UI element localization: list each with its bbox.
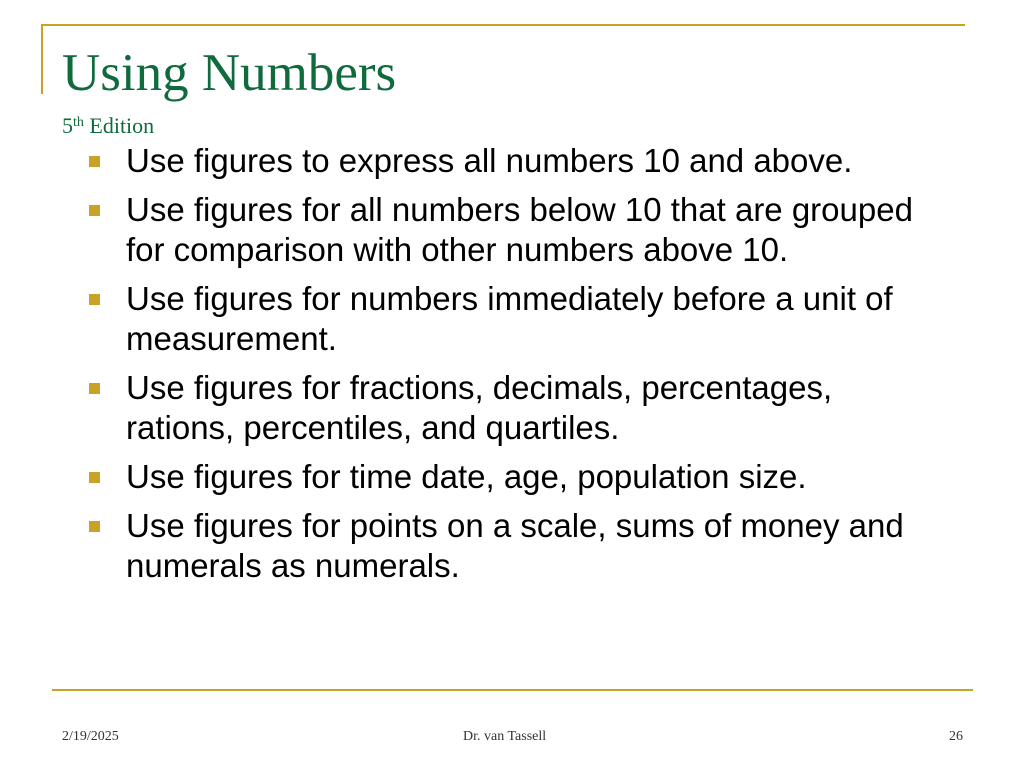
footer-author: Dr. van Tassell <box>463 729 547 744</box>
edition-label: Edition <box>83 113 155 138</box>
square-bullet-icon <box>89 294 100 305</box>
page-number: 26 <box>949 729 963 744</box>
bullet-item <box>84 368 944 448</box>
bullet-text: Use figures for all numbers below 10 that are grouped for comparison with other numbers above 10. <box>126 191 913 268</box>
square-bullet-icon <box>89 521 100 532</box>
bullet-item <box>84 141 944 181</box>
bullet-item <box>84 506 944 586</box>
bottom-divider <box>52 689 973 691</box>
square-bullet-icon <box>89 383 100 394</box>
bullet-item <box>84 190 944 270</box>
edition-number: 5 <box>62 113 73 138</box>
bullet-text: Use figures for time date, age, population size. <box>126 458 807 495</box>
bullet-item <box>84 457 944 497</box>
bullet-text: Use figures to express all numbers 10 and above. <box>126 142 853 179</box>
bullet-item <box>84 279 944 359</box>
footer-date: 2/19/2025 <box>62 729 119 744</box>
bullet-list <box>84 141 944 595</box>
left-accent-divider <box>41 24 43 94</box>
top-divider <box>41 24 965 26</box>
bullet-text: Use figures for numbers immediately before a unit of measurement. <box>126 280 893 357</box>
square-bullet-icon <box>89 156 100 167</box>
bullet-text: Use figures for fractions, decimals, percentages, rations, percentiles, and quartiles. <box>126 369 833 446</box>
slide-title: Using Numbers <box>62 44 397 102</box>
edition-ordinal-suffix: th <box>73 115 84 130</box>
square-bullet-icon <box>89 205 100 216</box>
square-bullet-icon <box>89 472 100 483</box>
slide-subtitle <box>62 112 154 140</box>
bullet-text: Use figures for points on a scale, sums of money and numerals as numerals. <box>126 507 904 584</box>
